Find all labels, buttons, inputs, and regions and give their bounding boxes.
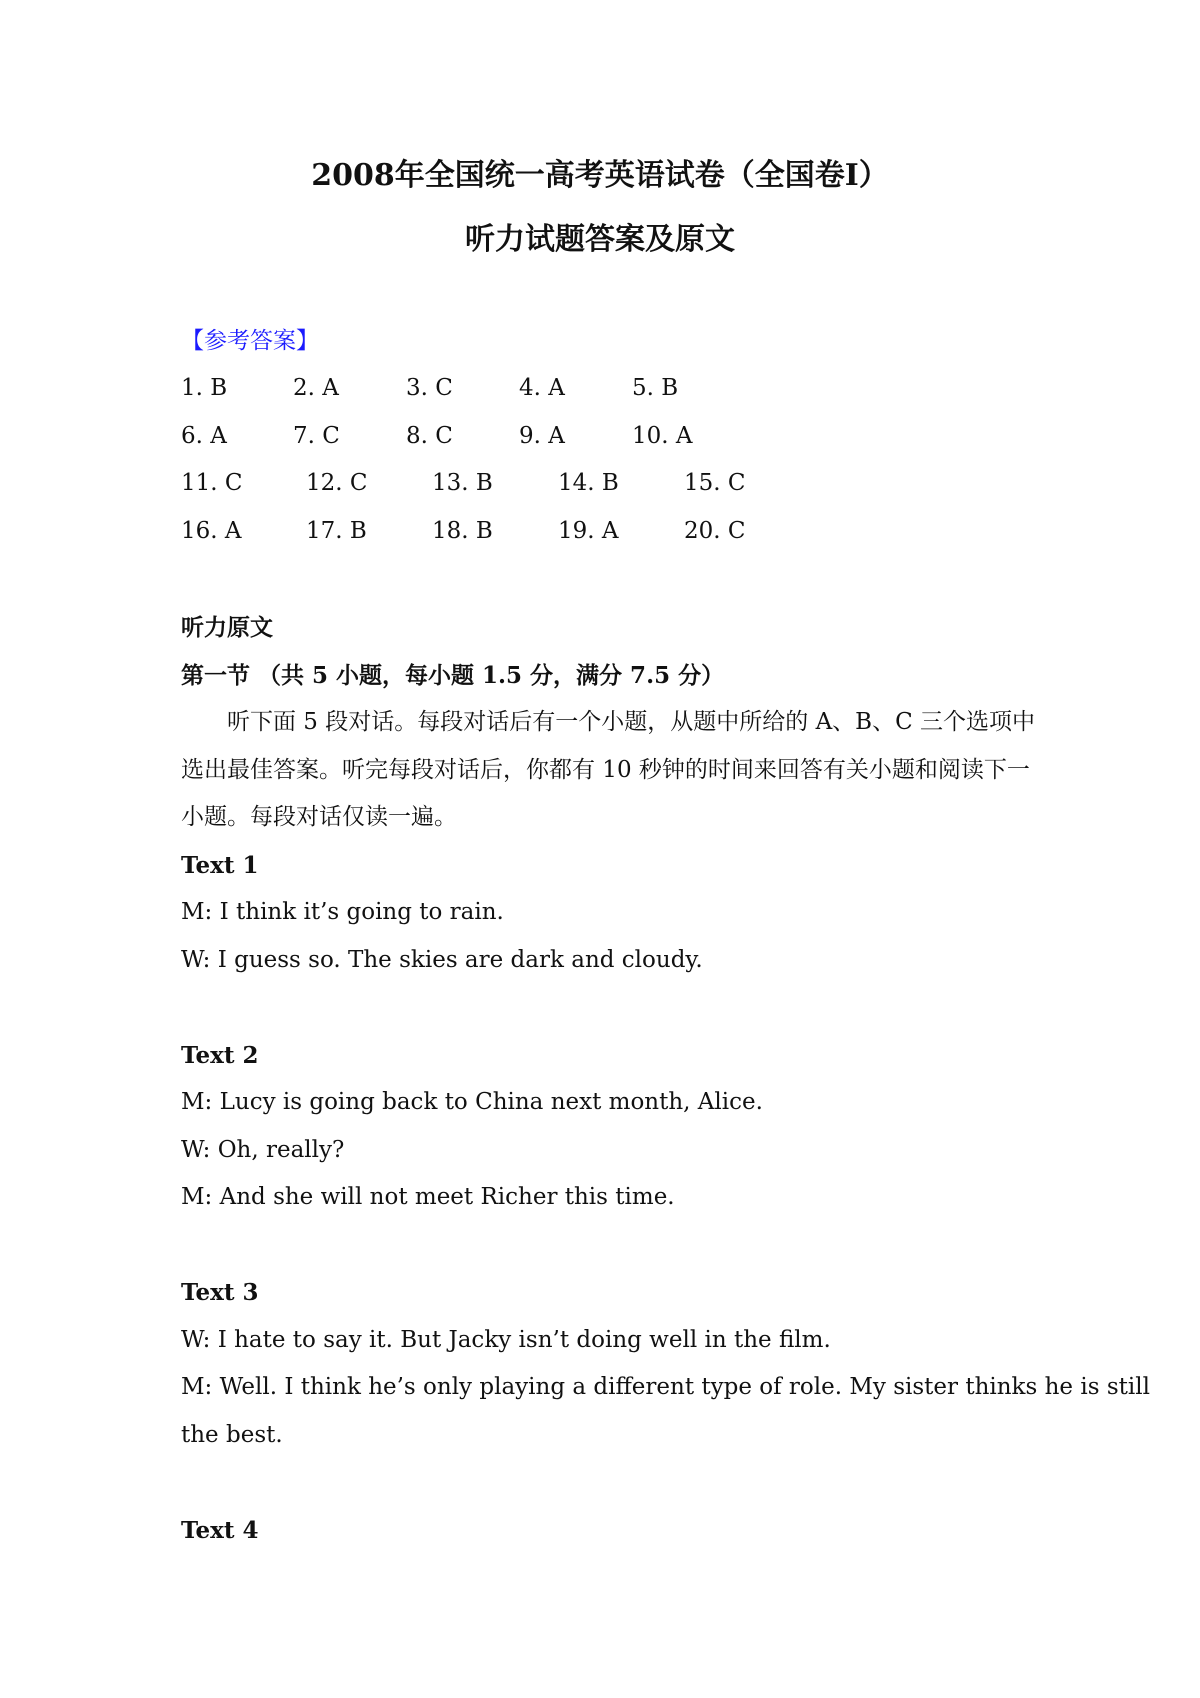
dialogue-line: the best. xyxy=(181,1421,283,1448)
answer-item: 5. B xyxy=(632,375,679,401)
text-label: Text 4 xyxy=(181,1516,259,1544)
dialogue-line: W: Oh, really? xyxy=(181,1136,345,1163)
document-subtitle: 听力试题答案及原文 xyxy=(465,222,735,257)
transcript-section xyxy=(181,604,1150,1554)
answer-item: 10. A xyxy=(632,422,693,449)
answer-item: 16. A xyxy=(181,517,242,544)
answer-item: 17. B xyxy=(306,517,367,544)
answer-item: 11. C xyxy=(181,470,243,496)
answer-item: 7. C xyxy=(293,422,340,449)
spacer xyxy=(181,1222,1041,1270)
document-title: 2008年全国统一高考英语试卷（全国卷I） xyxy=(311,158,889,193)
answer-item: 6. A xyxy=(181,422,227,449)
dialogue-line: M: And she will not meet Richer this time. xyxy=(181,1184,675,1210)
answer-item: 2. A xyxy=(293,375,339,401)
dialogue-line: W: I guess so. The skies are dark and cloudy. xyxy=(181,946,703,973)
dialogue-line: M: I think it’s going to rain. xyxy=(181,899,504,925)
instructions-paragraph: 听下面 5 段对话。每段对话后有一个小题，从题中所给的 A、B、C 三个选项中选出最佳答案。听完每段对话后，你都有 10 秒钟的时间来回答有关小题和阅读下一小题。每段对话仅读一遍。 xyxy=(181,709,1035,830)
answer-item: 9. A xyxy=(519,422,565,449)
answer-item: 8. C xyxy=(406,422,453,449)
answer-item: 1. B xyxy=(181,375,228,401)
transcript-heading: 听力原文 xyxy=(181,614,273,641)
spacer xyxy=(181,1459,1041,1507)
section-title: 第一节 （共 5 小题，每小题 1.5 分，满分 7.5 分） xyxy=(181,661,725,689)
answer-item: 15. C xyxy=(684,470,746,496)
dialogue-line: M: Well. I think he’s only playing a different type of role. My sister thinks he is still xyxy=(181,1374,1150,1400)
answer-key-heading: 【参考答案】 xyxy=(181,328,319,354)
answer-item: 14. B xyxy=(558,470,619,496)
answer-item: 19. A xyxy=(558,517,619,544)
answer-item: 18. B xyxy=(432,517,493,544)
answer-item: 3. C xyxy=(406,375,453,401)
dialogue-line: W: I hate to say it. But Jacky isn’t doing well in the film. xyxy=(181,1326,831,1353)
answer-item: 12. C xyxy=(306,470,368,496)
answer-item: 4. A xyxy=(519,375,565,401)
text-label: Text 2 xyxy=(181,1041,259,1069)
dialogue-line: M: Lucy is going back to China next month, Alice. xyxy=(181,1089,763,1115)
answer-item: 20. C xyxy=(684,517,746,544)
spacer xyxy=(181,984,1041,1032)
text-label: Text 3 xyxy=(181,1279,259,1306)
text-label: Text 1 xyxy=(181,851,259,879)
answer-item: 13. B xyxy=(432,470,493,496)
